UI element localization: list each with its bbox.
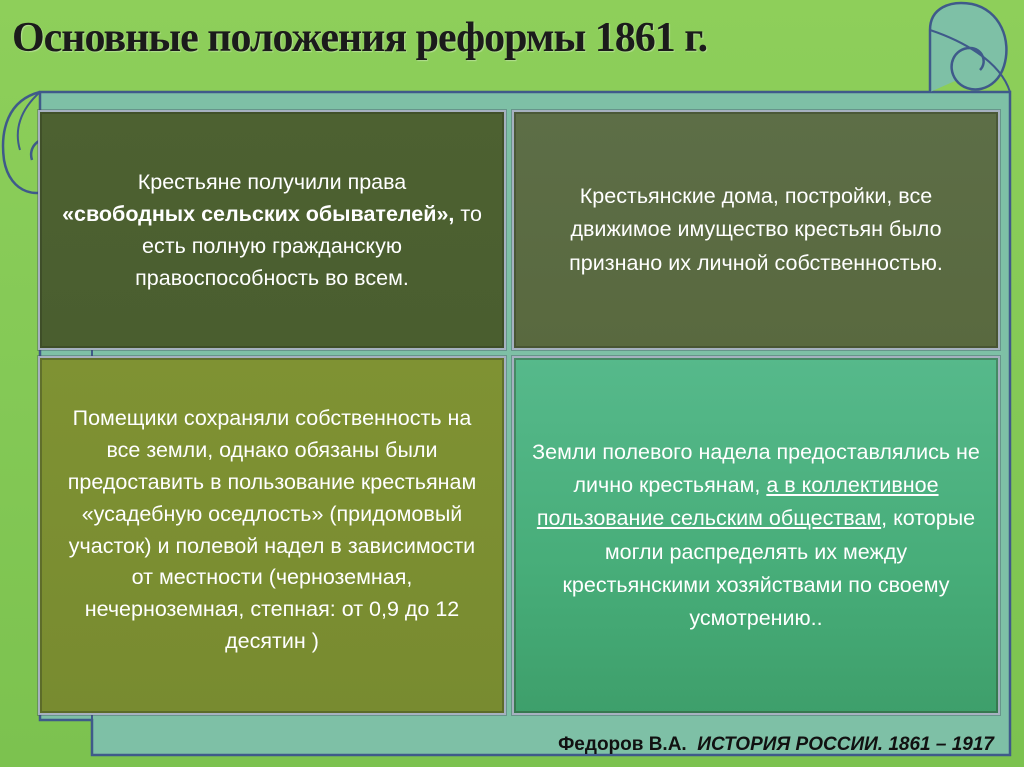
field-allotment-before: Земли полевого надела предоставлялись не лично крестьянам,	[532, 439, 980, 497]
peasant-rights-bold: «свободных сельских обывателей»,	[62, 201, 455, 226]
cell-field-allotment	[512, 356, 1000, 715]
source-citation	[558, 734, 994, 756]
cell-landowner-land	[38, 356, 506, 715]
peasant-rights-line1: Крестьяне получили права	[137, 169, 407, 194]
cell-peasant-rights	[38, 110, 506, 350]
slide-title: Основные положения реформы 1861 г.	[12, 15, 708, 61]
field-allotment-underlined: а в коллективное пользование сельским обществам	[536, 472, 939, 531]
cell-landowner-land-text: Помещики сохраняли собственность на все земли, однако обязаны были предоставить в пользование крестьянам «усадебную оседлость» (придомовый участок) и полевой надел в зависимости от местности (черноземная, нечерноземная, степная: от 0,9 до 12 десятин )	[67, 406, 477, 653]
cell-peasant-property-text: Крестьянские дома, постройки, все движимое имущество крестьян было признано их личной собственностью.	[569, 184, 943, 275]
cell-peasant-property	[512, 110, 1000, 350]
cell-field-allotment-text	[532, 436, 980, 636]
reform-points-grid	[38, 110, 1000, 715]
field-allotment-after: , которые могли распределять их между крестьянскими хозяйствами по своему усмотрению..	[562, 506, 976, 631]
cell-peasant-rights-text	[58, 166, 486, 295]
citation-title: ИСТОРИЯ РОССИИ. 1861 – 1917	[697, 734, 994, 755]
citation-author: Федоров В.А.	[558, 734, 687, 755]
peasant-rights-rest: то есть полную гражданскую правоспособность во всем.	[135, 201, 482, 291]
